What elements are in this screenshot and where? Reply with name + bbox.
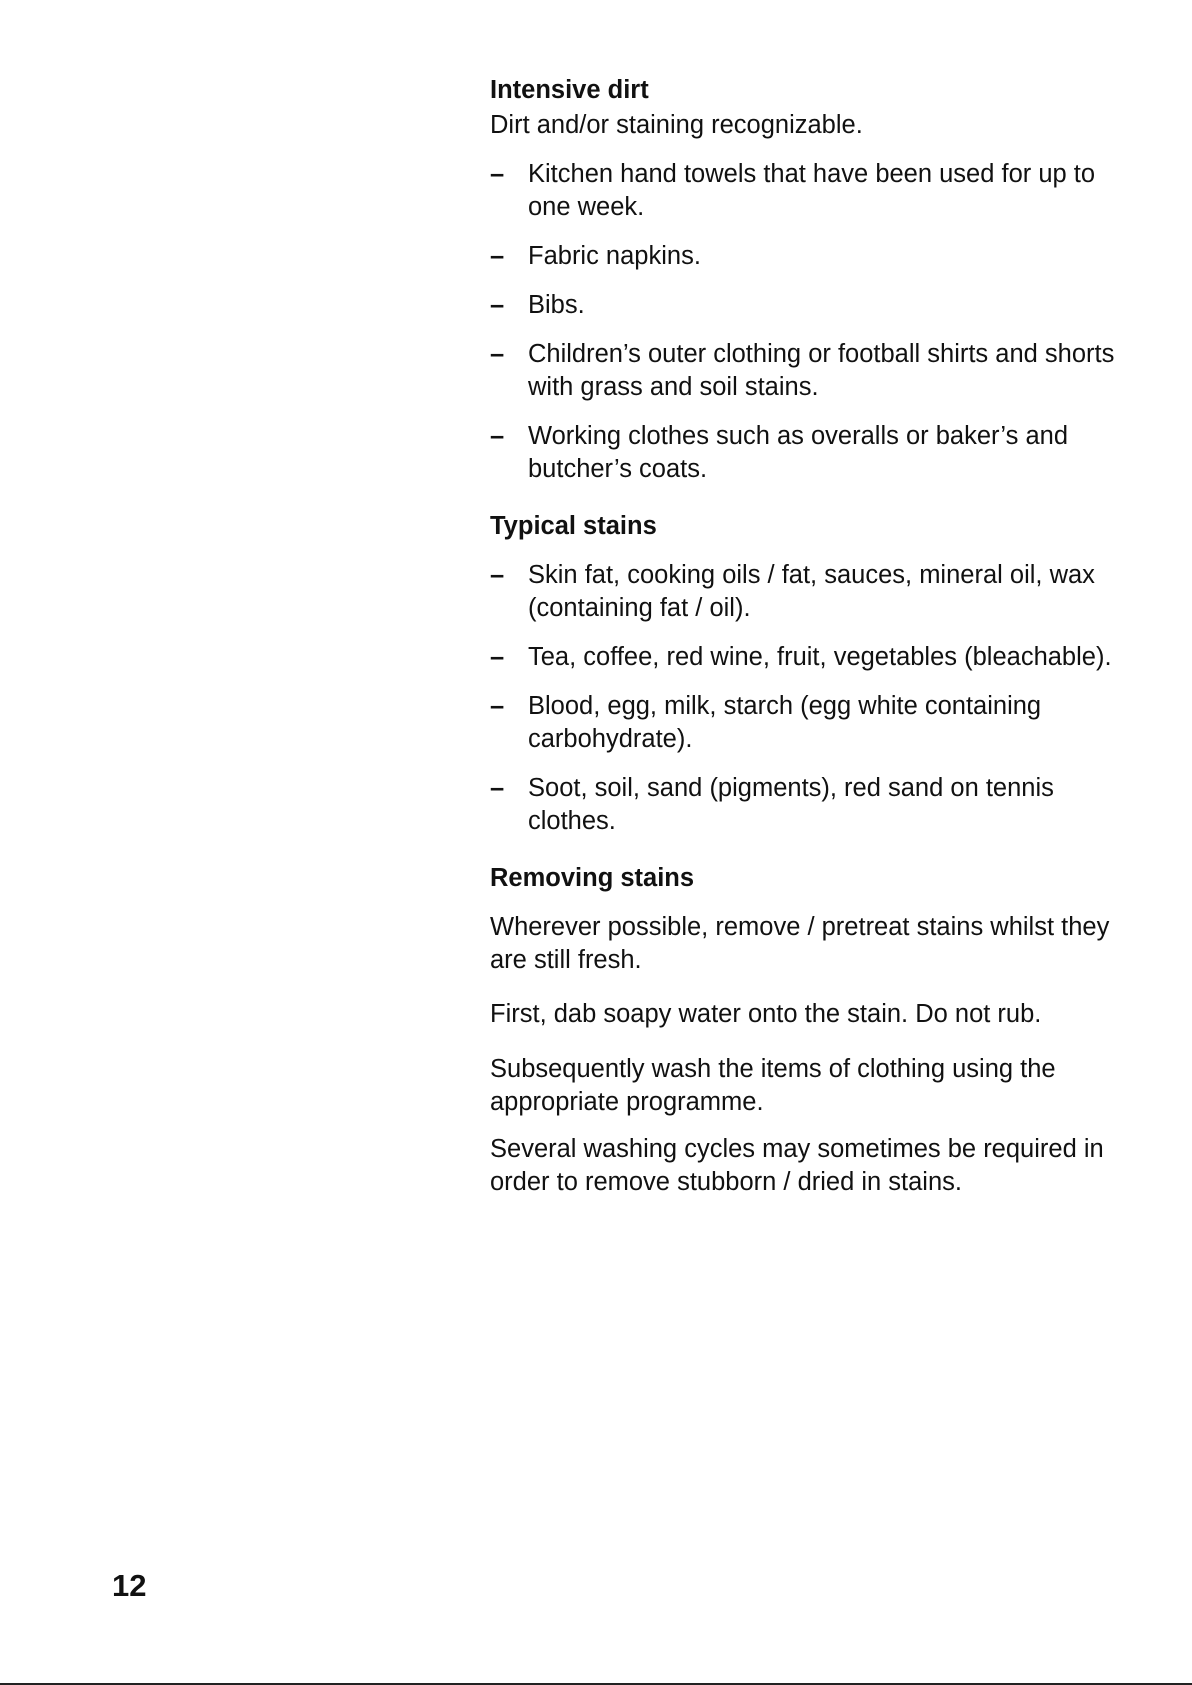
dirt-item-list — [490, 158, 1120, 486]
bullet-dash: – — [490, 242, 505, 270]
list-item — [490, 158, 1120, 224]
list-item — [490, 338, 1120, 404]
list-item-text: Soot, soil, sand (pigments), red sand on tennis clothes. — [528, 774, 1054, 835]
list-item-text: Tea, coffee, red wine, fruit, vegetables (bleachable). — [528, 643, 1112, 671]
section-description: Dirt and/or staining recognizable. — [490, 111, 863, 139]
paragraph: First, dab soapy water onto the stain. Do not rub. — [490, 1000, 1042, 1028]
bullet-dash: – — [490, 422, 505, 450]
bullet-dash: – — [490, 643, 505, 671]
list-item — [490, 641, 1120, 674]
list-item — [490, 690, 1120, 756]
paragraph: Several washing cycles may sometimes be required in order to remove stubborn / dried in stains. — [490, 1135, 1104, 1196]
list-item-text: Bibs. — [528, 291, 585, 319]
bullet-dash: – — [490, 692, 505, 720]
section-heading: Removing stains — [490, 864, 695, 892]
content-column — [490, 74, 1120, 1199]
section-typical-stains — [490, 510, 1120, 838]
section-intensive-dirt — [490, 74, 1120, 486]
list-item — [490, 772, 1120, 838]
list-item — [490, 240, 1120, 273]
bullet-dash: – — [490, 561, 505, 589]
list-item-text: Kitchen hand towels that have been used for up to one week. — [528, 160, 1096, 221]
paragraph: Wherever possible, remove / pretreat stains whilst they are still fresh. — [490, 913, 1110, 974]
list-item — [490, 420, 1120, 486]
section-removing-stains — [490, 862, 1120, 1199]
stain-item-list — [490, 559, 1120, 838]
list-item-text: Working clothes such as overalls or baker’s and butcher’s coats. — [528, 422, 1069, 483]
list-item — [490, 289, 1120, 322]
list-item-text: Children’s outer clothing or football shirts and shorts with grass and soil stains. — [528, 340, 1115, 401]
paragraph: Subsequently wash the items of clothing using the appropriate programme. — [490, 1055, 1056, 1116]
page-number: 12 — [112, 1568, 147, 1603]
bullet-dash: – — [490, 340, 505, 368]
list-item-text: Blood, egg, milk, starch (egg white containing carbohydrate). — [528, 692, 1042, 753]
list-item-text: Skin fat, cooking oils / fat, sauces, mineral oil, wax (containing fat / oil). — [528, 561, 1095, 622]
list-item — [490, 559, 1120, 625]
bullet-dash: – — [490, 774, 505, 802]
section-heading: Intensive dirt — [490, 76, 649, 104]
bullet-dash: – — [490, 291, 505, 319]
bullet-dash: – — [490, 160, 505, 188]
section-heading: Typical stains — [490, 512, 657, 540]
list-item-text: Fabric napkins. — [528, 242, 701, 270]
